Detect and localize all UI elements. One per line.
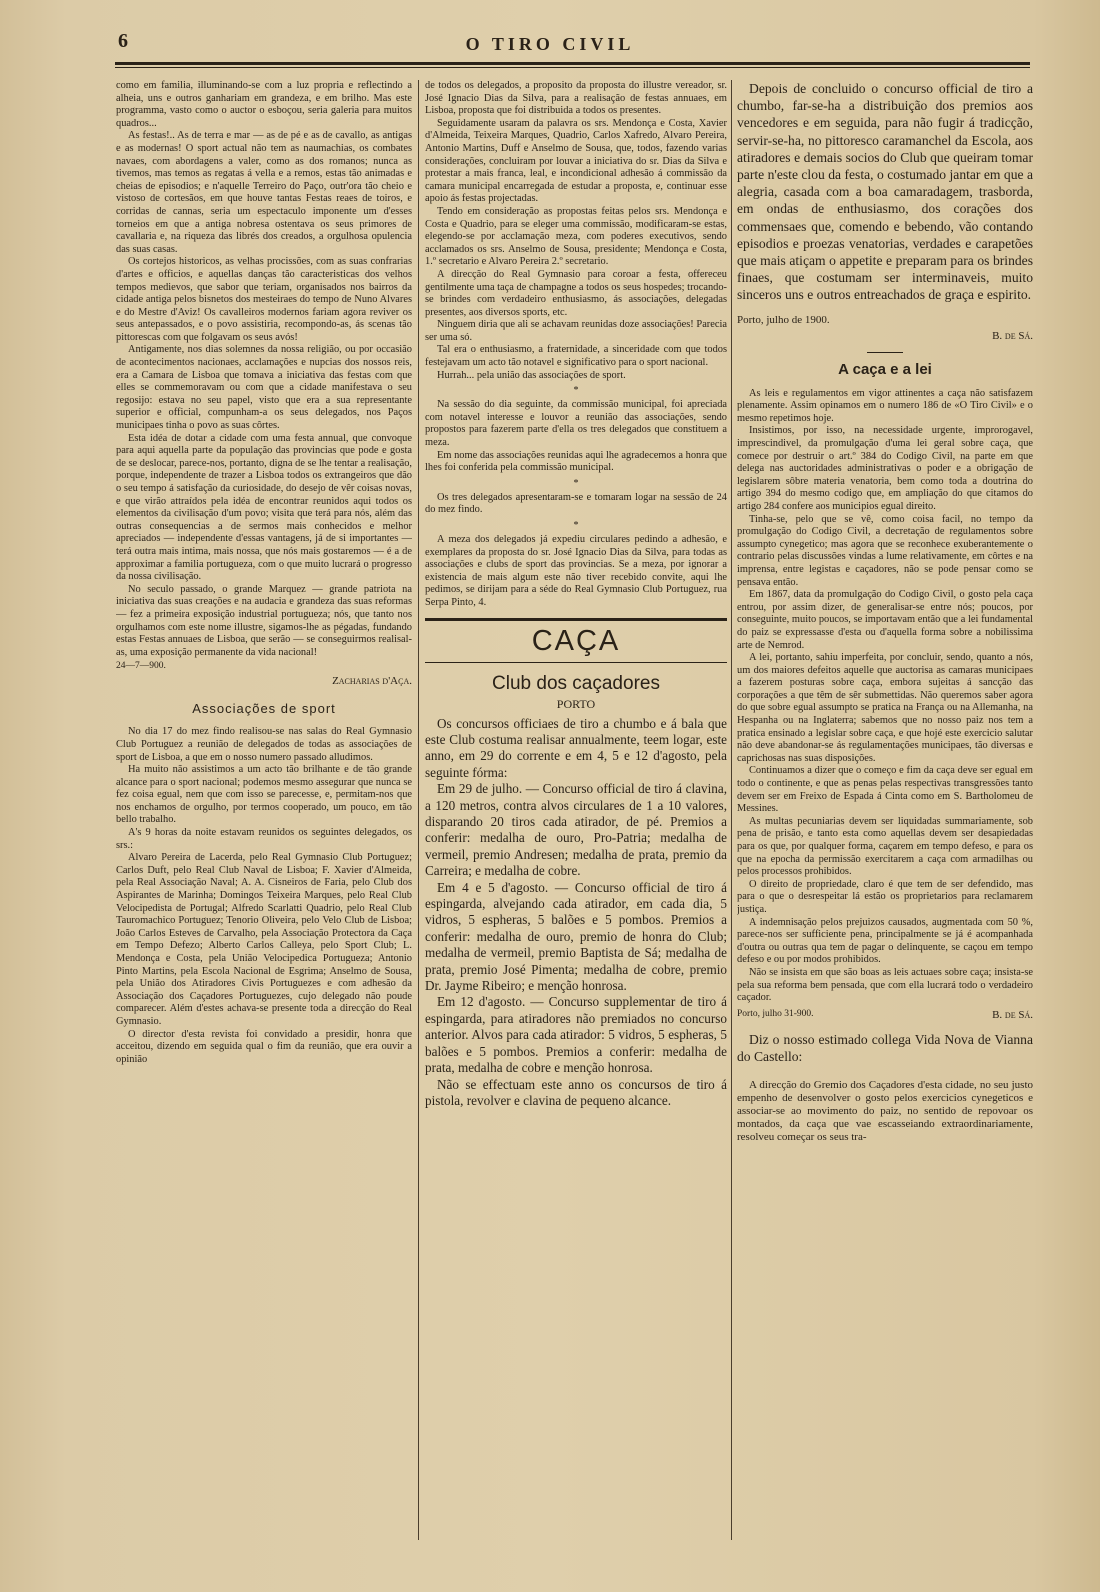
paragraph: A meza dos delegados já expediu circulares pedindo a adhesão, e exemplares da proposta do sr. José Ignacio Dias da Silva, para todas as associações e clubs de sport das provincias. Se a meza, por ignorar a existencia de mais algum este não tiver recebido convite, aqui lhe pedimos, se dirijam para a séde do Real Gymnasio Club Portuguez, rua Serpa Pinto, 4. (425, 534, 727, 608)
paragraph: As festas!.. As de terra e mar — as de pé e as de cavallo, as antigas e as modernas! O sport actual não tem as naumachias, os combates navaes, com abordagens a valer, como as dos romanos; nunca as tivemos, mas temos as regatas á vella e a remos, estas tão animadas e cheias de episodios; e n'aquelle Terreiro do Paço, outr'ora tão cheio e vistoso de cortesãos, em que houve tantas Festas reaes de toiros, e corridas de cannas, seria um espectaculo imponente um d'esses torneios em que a antiga nobresa ostentava os seus primores de cavallaria e, na riqueza das librés dos creados, a orgulhosa opulencia das suas casas. (116, 130, 412, 255)
article-body (425, 716, 727, 1110)
header-rule (115, 62, 1030, 65)
paragraph: O direito de propriedade, claro é que tem de ser defendido, mas para o que o desrespeitar lá estão os proprietarios para reclamarem justiça. (737, 878, 1033, 915)
article-date: Porto, julho 31-900. (737, 1008, 814, 1019)
paragraph: A direcção do Real Gymnasio para coroar a festa, offereceu gentilmente uma taça de champagne a todos os seus hospedes; trocando-se brindes com verdadeiro enthusiasmo, ás associações, delegadas presentes, aos diversos sports, etc. (425, 268, 727, 318)
paragraph: Antigamente, nos dias solemnes da nossa religião, ou por occasião de acontecimentos nacionaes, acclamações e nupcias dos nossos reis, era a Camara de Lisboa que tomava a iniciativa das festas com que elles se commemoravam ou com que a cidade manifestava o seu regosijo: estava no seu papel, visto que era a sua representante superior e official, compunham-a os seus delegados, nos Paços municipaes tinha o povo as suas côrtes. (116, 344, 412, 432)
column-divider (731, 80, 732, 1540)
separator-star: * (573, 520, 579, 531)
article-body (737, 1031, 1033, 1065)
article-date: Porto, julho de 1900. (737, 313, 830, 326)
paragraph: Os concursos officiaes de tiro a chumbo e á bala que este Club costuma realisar annualmente, teem logar, este anno, em 29 do corrente e em 4, 5 e 12 d'agosto, pela seguinte fórma: (425, 715, 727, 780)
paragraph: Continuamos a dizer que o começo e fim da caça deve ser egual em todo o continente, e que as penas pelas respectivas transgressões tanto devem ser em Freixo de Espada á Cinta como em S. Bartholomeu de Messines. (737, 765, 1033, 815)
paragraph: A's 9 horas da noite estavam reunidos os seguintes delegados, os srs.: (116, 827, 412, 851)
column-1 (116, 80, 412, 1540)
paragraph: Não se insista em que são boas as leis actuaes sobre caça; insista-se pela sua reforma bem pensada, que com ella lucrará todo o verdadeiro caçador. (737, 966, 1033, 1004)
article-body (737, 80, 1033, 304)
paragraph: Tinha-se, pelo que se vê, como coisa facil, no tempo da promulgação do Codigo Civil, a decretação de regulamentos sobre assumpto cynegetico; mas agora que se reconhece exuberantemente o contrario pelas discussões vindas a lume relativamente, em côrtes e na imprensa, entre legistas e caçadores, não se pode pensar como se pensava então. (737, 513, 1033, 588)
paragraph: A direcção do Gremio dos Caçadores d'esta cidade, no seu justo empenho de desenvolver o gosto pelos exercicios cynegeticos e associar-se ao movimento do paiz, no sentido de repovoar os montados, da caça que vae escasseiando extraordinariamente, resolveu começar os seus tra- (737, 1079, 1033, 1144)
article-title: Club dos caçadores (492, 672, 660, 694)
section-rule (425, 618, 727, 621)
paragraph: Alvaro Pereira de Lacerda, pelo Real Gymnasio Club Portuguez; Carlos Duft, pelo Real Club Naval de Lisboa; F. Xavier d'Almeida, pela Real Associação Naval; A. A. Cisneiros de Faria, pelo Club dos Aspirantes de Marinha; Domingos Teixeira Marques, pelo Real Club Velocipedista de Portugal; Alfredo Scarlatti Quadrio, pelo Real Club Tauromachico Portuguez; Tenorio Oliveira, pelo Velo Club de Lisboa; João Carlos Esteves de Carvalho, pela Associação Protectora da Caça em Tempo Defezo; Alberto Carlos Calleya, pelo Sport Club; L. Mendonça e Costa, pela União Velocipedica Portugueza; Antonio Pinto Martins, pela Escola Nacional de Esgrima; Anselmo de Sousa, pela União dos Atiradores Civis Portuguezes e com adhesão da Associação dos Caçadores Portuguezes, cujo delegado não poude comparecer. Além d'estes achava-se presente toda a direcção do Real Gymnasio. (116, 852, 412, 1027)
paragraph: Hurrah... pela união das associações de sport. (437, 369, 626, 381)
section-rule-thin (425, 662, 727, 663)
paragraph: As leis e regulamentos em vigor attinentes a caça não satisfazem plenamente. Assim opinamos em o numero 186 de «O Tiro Civil» e o mesmo repetimos hoje. (737, 387, 1033, 424)
paragraph: A indemnisação pelos prejuizos causados, augmentada com 50 %, parece-nos ser sufficiente pena, principalmente se já é acompanhada d'outra ou outras qua tem de pagar o delinquente, se caçou em tempo defeso e ou por modos prohibidos. (737, 916, 1033, 966)
paragraph: Em 1867, data da promulgação do Codigo Civil, o gosto pela caça entrou, por assim dizer, de generalisar-se entre nós; poucos, por conseguinte, muito poucos, se importavam então que a lei fundamental do paiz se expressasse d'esta ou d'aquella forma sobre a nobilissima arte de Nemrod. (737, 589, 1033, 651)
paragraph: Ninguem diria que ali se achavam reunidas doze associações! Parecia ser uma só. (425, 319, 727, 343)
paragraph: Ha muito não assistimos a um acto tão brilhante e de tão grande alcance para o sport nacional; podemos mesmo assegurar que nunca se fez coisa egual, nem que com isso se parecesse, e, permitam-nos que nos enchamos de orgulho, por termos cooperado, um pouco, em tão bello trabalho. (116, 764, 412, 826)
paragraph: Tendo em consideração as propostas feitas pelos srs. Mendonça e Costa e Quadrio, para se eleger uma commissão, modificaram-se estas, elegendo-se por acclamação meza, com poderes executivos, sendo acclamados os srs. Anselmo de Sousa, presidente; Mendonça e Costa, 1.º secretario e Alvaro Pereira 2.º secretario. (425, 205, 727, 268)
paragraph: Na sessão do dia seguinte, da commissão municipal, foi apreciada com notavel interesse e louvor a reunião das associações, sendo propostos para fazerem parte d'ella os tres delegados que constituem a meza. (425, 399, 727, 449)
paragraph: Esta idéa de dotar a cidade com uma festa annual, que convoque para aqui aquella parte da população das provincias que pode e gosta de se deslocar, parece-nos, portanto, digna de se lhe tentar a realisação, porque, independente de trazer a Lisboa todos os extrangeiros que dão o seu tempo á satisfação da curiosidade, do desejo de vêr coisas novas, e que virão attraídos pela idéa de encontrar reunidos aqui todos os elementos da civilisação d'um povo; visita que terá para nós, além das outras consequencias a de sermos mais conhecidos e melhor apreciados — independente d'essas vantagens, já de si importantes — terá outra mais intima, mais nossa, que nós mais gostaremos — é a de approximar a familia portugueza, com o que muito lucrará o progresso da nossa civilisação. (116, 432, 412, 583)
paragraph: de todos os delegados, a proposito da proposta do illustre vereador, sr. José Ignacio Dias da Silva, para a realisação de festas annuaes, em Lisboa, proposta que foi distribuida a todos os presentes. (425, 80, 727, 117)
article-date: 24—7—900. (116, 661, 166, 672)
paragraph: Em 12 d'agosto. — Concurso supplementar de tiro á espingarda, para atiradores não premiados no concurso anterior. Alvos para cada atirador: 5 vidros, 5 espheras, 5 balões e 5 pombos. Premios a conferir: medalha de prata, medalha de cobre e menção honrosa. (425, 994, 727, 1076)
header-rule-thin (115, 67, 1030, 68)
paragraph: As multas pecuniarias devem ser liquidadas summariamente, sob pena de prisão, e tanto esta como aquellas devem ser desapiedadas para os que, por qualquer forma, caçarem em tempo defeso, e para os que na epocha da permissão exercitarem a caça com armadilhas ou pelos processos prohibidos. (737, 815, 1033, 878)
paragraph: No seculo passado, o grande Marquez — grande patriota na iniciativa das suas creações e na audacia e grandeza das suas reformas — fez a primeira exposição industrial portugueza; nós, que tanto nos orgulhamos com este nome illustre, sigamos-lhe as pégadas, fundando estas Festas annuaes de Lisboa, que serão — se conseguirmos realisal-as, uma exposição permanente da vida nacional! (116, 583, 412, 658)
article-footer (737, 1009, 1033, 1021)
paragraph: Em nome das associações reunidas aqui lhe agradecemos a honra que lhes foi conferida pela commissão municipal. (425, 449, 727, 474)
article-signature: B. de Sá. (992, 1008, 1033, 1021)
paragraph: Os cortejos historicos, as velhas procissões, com as suas confrarias d'artes e officios, e aquellas danças tão caracteristicas dos velhos tempos medievos, que sabor que teriam, organisados nos bairros da cidade antiga pelos bisnetos dos mesteiraes do tempo de Nuno Alvares e do Mestre d'Aviz! Os cavalleiros modernos fariam agora reviver os seus antepassados, e o povo assistiria, recompondo-as, ás scenas tão pittorescas com que folgavam os seus avós! (116, 256, 412, 343)
paragraph: Não se effectuam este anno os concursos de tiro á pistola, revolver e clavina de pequeno alcance. (425, 1076, 727, 1108)
article-signature: B. de Sá. (992, 329, 1033, 342)
paragraph: Tal era o enthusiasmo, a fraternidade, a sinceridade com que todos festejavam um acto tão notavel e significativo para o sport nacional. (425, 344, 727, 369)
paragraph: como em familia, illuminando-se com a luz propria e reflectindo a alheia, uns e outros ganhariam em grandeza, e em brilho. Mas este programma, vasto como o auctor o esboçou, seria galeria para muitos quadros... (116, 80, 412, 129)
article-signature: Zacharias d'Aça. (332, 675, 412, 688)
paragraph: Seguidamente usaram da palavra os srs. Mendonça e Costa, Xavier d'Almeida, Teixeira Marques, Quadrio, Carlos Xafredo, Alvaro Pereira, Antonio Martins, Duff e Anselmo de Sousa, que, todos, fazendo varias considerações, concluiram por louvar a iniciativa do sr. Dias da Silva e protestar a mais franca, leal, e incondicional adhesão á commissão da camara municipal encarregada de estudar a proposta, e, continuar esse apoio ás festas projectadas. (425, 117, 727, 205)
separator-star: * (573, 477, 579, 489)
paragraph: Insistimos, por isso, na necessidade urgente, improrogavel, imprescindivel, da promulgação d'uma lei geral sobre caça, que comece por destruir o art.º 384 do Codigo Civil, na parte em que delega nas auctoridades administrativas o poder e a obrigação de legislarem sôbre materia venatoria, bem como toda a doutrina do artigo 394 do mesmo codigo que, em ampliação do que citamos do artigo 284 confere aos municipios egual direito. (737, 425, 1033, 512)
section-heading: A caça e a lei (838, 360, 932, 378)
paragraph: No dia 17 do mez findo realisou-se nas salas do Real Gymnasio Club Portuguez a reunião de delegados de todas as associações de sport de Lisboa, a que em o nosso numero passado alludimos. (116, 726, 412, 763)
article-subtitle: PORTO (556, 696, 596, 711)
section-heading: Associações de sport (192, 701, 336, 717)
section-title-caca: CAÇA (531, 624, 621, 657)
column-2 (425, 80, 727, 1540)
paragraph: O director d'esta revista foi convidado a presidir, honra que acceitou, dizendo em seguida qual o fim da reunião, que era ouvir a opinião (116, 1028, 412, 1065)
short-rule (867, 352, 903, 353)
paragraph: Diz o nosso estimado collega Vida Nova de Vianna do Castello: (737, 1031, 1033, 1064)
paragraph: Em 29 de julho. — Concurso official de tiro á clavina, a 120 metros, contra alvos circulares de 1 a 10 valores, disparando 20 tiros cada atirador, de pé. Premios a conferir: medalha de ouro, Pro-Patria; medalha de vermeil, premio Andresen; medalha de prata, premio da Carreira; e medalha de cobre. (425, 781, 727, 879)
paragraph: A lei, portanto, sahiu imperfeita, por concluir, sendo, quanto a nós, um dos maiores defeitos aquelle que auctorisa as camaras municipaes a fazerem posturas sobre caça, embora sujeitas á sancção das corporações a que têm de sêr submettidas. Não queremos saber agora do que sobre egual assumpto se pratica na França ou na Allemanha, na Hespanha ou na Inglaterra; sabemos que no nosso paiz nos tem a pratica ensinado a legislar sobre caça, e que hojé este exercicio salutar não deve abandonar-se ás regulamentações municipaes, tão diversas e caprichosas nas suas disposições. (737, 652, 1033, 764)
column-3 (737, 80, 1033, 1540)
masthead-title: O TIRO CIVIL (465, 34, 635, 54)
page-number: 6 (118, 30, 128, 52)
paragraph: Os tres delegados apresentaram-se e tomaram logar na sessão de 24 do mez findo. (425, 491, 727, 516)
paragraph: Depois de concluido o concurso official de tiro a chumbo, far-se-ha a distribuição dos premios aos vencedores e em seguida, para não fugir á tradicção, servir-se-ha, no pittoresco caramanchel da Escola, aos atiradores e demais socios do Club que queiram tomar parte n'este clou da festa, o costumado jantar em que a alegria, casada com a boa camaradagem, trasborda, em ondas de enthusiasmo, dos corações dos commensaes que, comendo e bebendo, vão contando episodios e proezas venatorias, verdades e carapetões que mais atiçam o appetite e preparam para os brindes finaes, que costumam ser interminaveis, muito sinceros uns e outros entreachados de graça e espirito. (737, 81, 1033, 303)
column-divider (418, 80, 419, 1540)
paragraph: Em 4 e 5 d'agosto. — Concurso official de tiro á espingarda, alvejando cada atirador, em cada dia, 5 vidros, 5 espheras, 5 balões e 5 pombos. Premios a conferir: medalha de ouro, premio de honra do Club; medalha de vermeil, premio Baptista de Sá; medalha de prata, premio José Pimenta; medalha de cobre, premio Dr. Jayme Ribeiro; e menção honrosa. (425, 879, 727, 994)
separator-star: * (573, 385, 579, 397)
